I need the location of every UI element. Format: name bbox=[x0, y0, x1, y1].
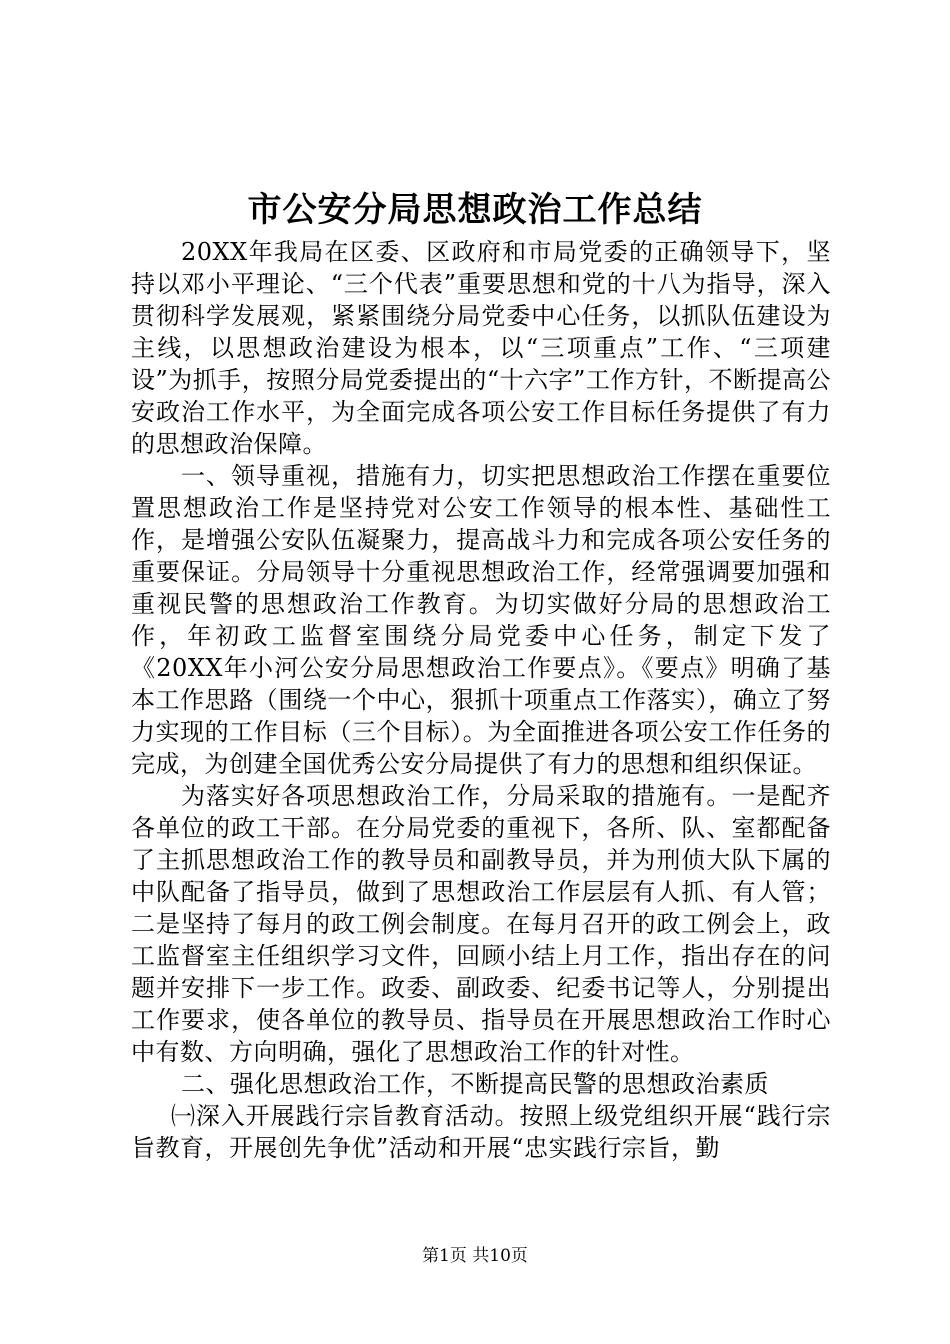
paragraph-section-one: 一、领导重视，措施有力，切实把思想政治工作摆在重要位置思想政治工作是坚持党对公安工作领导的根本性、基础性工作，是增强公安队伍凝聚力，提高战斗力和完成各项公安任务的重要保证。分局领导十分重视思想政治工作，经常强调要加强和重视民警的思想政治工作教育。为切实做好分局的思想政治工作，年初政工监督室围绕分局党委中心任务，制定下发了《20XX年小河公安分局思想政治工作要点》。《要点》明确了基本工作思路（围绕一个中心，狠抓十项重点工作落实），确立了努力实现的工作目标（三个目标）。为全面推进各项公安工作任务的完成，为创建全国优秀公安分局提供了有力的思想和组织保证。 bbox=[131, 462, 831, 778]
paragraph-subsection-one: ㈠深入开展践行宗旨教育活动。按照上级党组织开展“践行宗旨教育，开展创先争优”活动和开展“忠实践行宗旨，勤 bbox=[131, 1102, 831, 1162]
document-body bbox=[131, 236, 831, 1164]
paragraph-measures: 为落实好各项思想政治工作，分局采取的措施有。一是配齐各单位的政工干部。在分局党委的重视下，各所、队、室都配备了主抓思想政治工作的教导员和副教导员，并为刑侦大队下属的中队配备了指导员，做到了思想政治工作层层有人抓、有人管；二是坚持了每月的政工例会制度。在每月召开的政工例会上，政工监督室主任组织学习文件，回顾小结上月工作，指出存在的问题并安排下一步工作。政委、副政委、纪委书记等人，分别提出工作要求，使各单位的教导员、指导员在开展思想政治工作时心中有数、方向明确，强化了思想政治工作的针对性。 bbox=[131, 782, 831, 1066]
document-title: 市公安分局思想政治工作总结 bbox=[247, 190, 703, 230]
paragraph-section-two-heading: 二、强化思想政治工作，不断提高民警的思想政治素质 bbox=[181, 1070, 769, 1098]
paragraph-intro: 20XX年我局在区委、区政府和市局党委的正确领导下，坚持以邓小平理论、“三个代表”重要思想和党的十八为指导，深入贯彻科学发展观，紧紧围绕分局党委中心任务，以抓队伍建设为主线，以思想政治建设为根本，以“三项重点”工作、“三项建设”为抓手，按照分局党委提出的“十六字”工作方针，不断提高公安政治工作水平，为全面完成各项公安工作目标任务提供了有力的思想政治保障。 bbox=[131, 238, 831, 458]
page-number-footer: 第1页 共10页 bbox=[422, 1246, 528, 1266]
